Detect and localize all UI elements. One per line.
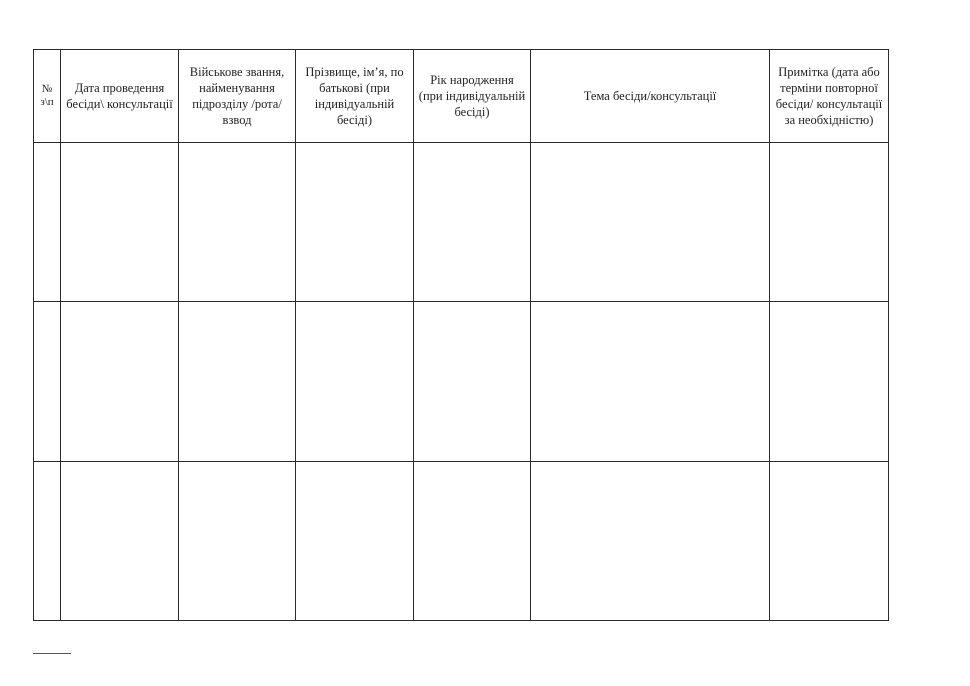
footnote-divider <box>33 653 71 654</box>
header-topic: Тема бесіди/консультації <box>531 50 770 143</box>
table-cell[interactable] <box>179 143 296 302</box>
table-cell[interactable] <box>414 461 531 620</box>
table-cell[interactable] <box>770 461 889 620</box>
table-cell[interactable] <box>61 302 179 461</box>
table-row <box>34 302 889 461</box>
header-birth-year: Рік народження (при індивідуальній бесіді) <box>414 50 531 143</box>
table-cell[interactable] <box>531 461 770 620</box>
table-cell[interactable] <box>770 143 889 302</box>
table-cell[interactable] <box>770 302 889 461</box>
header-note: Примітка (дата або терміни повторної бесіди/ консультації за необхідністю) <box>770 50 889 143</box>
header-row <box>34 50 889 143</box>
table-cell[interactable] <box>531 302 770 461</box>
header-number: № з\п <box>34 50 61 143</box>
table-row <box>34 143 889 302</box>
table-cell[interactable] <box>414 143 531 302</box>
table-cell[interactable] <box>296 143 414 302</box>
table-cell[interactable] <box>179 302 296 461</box>
table-cell[interactable] <box>531 143 770 302</box>
header-full-name: Прізвище, ім’я, по батькові (при індивідуальній бесіді) <box>296 50 414 143</box>
table-cell[interactable] <box>34 143 61 302</box>
table-cell[interactable] <box>296 461 414 620</box>
header-rank-unit: Військове звання, найменування підрозділу /рота/взвод <box>179 50 296 143</box>
table-cell[interactable] <box>61 143 179 302</box>
header-date: Дата проведення бесіди\ консультації <box>61 50 179 143</box>
table-cell[interactable] <box>61 461 179 620</box>
table-cell[interactable] <box>414 302 531 461</box>
table-cell[interactable] <box>34 461 61 620</box>
table-cell[interactable] <box>34 302 61 461</box>
table-cell[interactable] <box>179 461 296 620</box>
table-cell[interactable] <box>296 302 414 461</box>
consultation-log-table <box>33 49 889 621</box>
table-row <box>34 461 889 620</box>
